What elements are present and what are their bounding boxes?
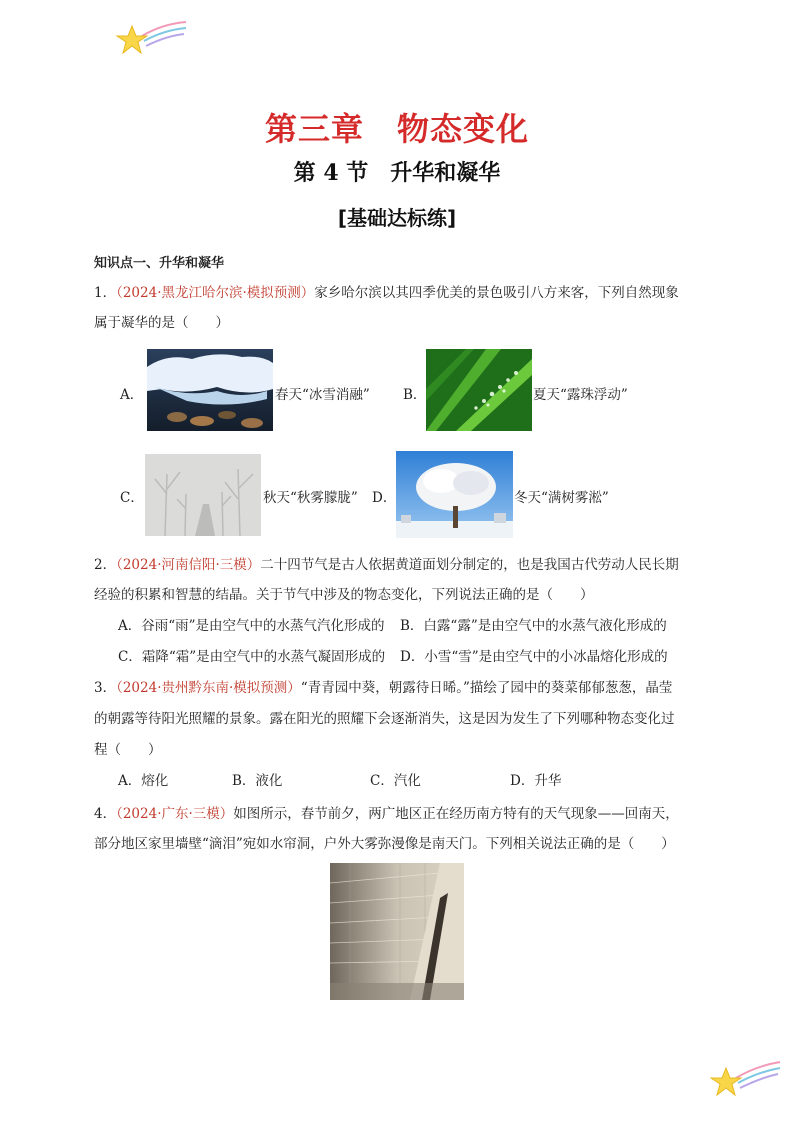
q3-option-d: D．升华: [510, 773, 562, 789]
q3-option-a: A．熔化: [118, 773, 169, 789]
q1-option-a-caption: 春天“冰雪消融”: [275, 387, 370, 403]
q3-line1: [94, 678, 672, 698]
practice-subtitle: [基础达标练]: [337, 206, 457, 230]
knowledge-point-heading: 知识点一、升华和凝华: [94, 256, 225, 271]
q1-option-b-label: B．: [403, 387, 427, 403]
chapter-title: 第三章 物态变化: [264, 110, 529, 148]
q2-number: 2．: [94, 557, 117, 573]
q4-line1: [94, 804, 679, 824]
q1-option-c-label: C．: [120, 490, 144, 506]
q4-number: 4．: [94, 806, 117, 822]
q1-number: 1．: [94, 285, 117, 301]
ice-snow-melting-image: [147, 349, 273, 431]
q4-line2: 部分地区家里墙壁“滴泪”宛如水帘洞，户外大雾弥漫像是南天门。下列相关说法正确的是（ ）: [94, 836, 675, 852]
dew-on-grass-image: [426, 349, 532, 431]
q1-option-d-caption: 冬天“满树雾淞”: [514, 490, 609, 506]
autumn-fog-image: [145, 454, 261, 536]
q3-source: （2024·贵州黔东南·模拟预测）: [116, 680, 301, 696]
q1-option-c-caption: 秋天“秋雾朦胧”: [263, 490, 358, 506]
q4-source: （2024·广东·三模）: [116, 806, 234, 822]
q1-option-a-label: A．: [120, 387, 144, 403]
q2-option-b: B．白露“露”是由空气中的水蒸气液化形成的: [400, 618, 667, 634]
q2-line2: 经验的积累和智慧的结晶。关于节气中涉及的物态变化，下列说法正确的是（ ）: [94, 587, 594, 603]
q1-option-b-caption: 夏天“露珠浮动”: [533, 387, 628, 403]
q1-line1: [94, 283, 679, 303]
wet-wall-image: [330, 863, 464, 1000]
section-title: 第 4 节 升华和凝华: [293, 160, 501, 186]
q1-line2: 属于凝华的是（ ）: [94, 315, 229, 331]
q3-text: “青青园中葵，朝露待日晞。”描绘了园中的葵菜郁郁葱葱，晶莹: [300, 680, 673, 696]
shooting-star-icon: [112, 16, 188, 58]
q4-text: 如图所示，春节前夕，两广地区正在经历南方特有的天气现象——回南天，: [233, 806, 679, 822]
q3-line2: 的朝露等待阳光照耀的景象。露在阳光的照耀下会逐渐消失，这是因为发生了下列哪种物态变化过: [94, 711, 675, 727]
q1-option-d-label: D．: [372, 490, 397, 506]
q2-option-d: D．小雪“雪”是由空气中的小冰晶熔化形成的: [400, 649, 668, 665]
q2-line1: [94, 555, 679, 575]
rime-tree-image: [396, 451, 513, 538]
q3-option-b: B．液化: [232, 773, 283, 789]
q1-text: 家乡哈尔滨以其四季优美的景色吸引八方来客，下列自然现象: [314, 285, 679, 301]
q3-option-c: C．汽化: [370, 773, 421, 789]
q2-source: （2024·河南信阳·三模）: [116, 557, 261, 573]
q3-line3: 程（ ）: [94, 742, 162, 758]
q1-source: （2024·黑龙江哈尔滨·模拟预测）: [116, 285, 315, 301]
shooting-star-icon: [708, 1058, 782, 1098]
q2-option-a: A．谷雨“雨”是由空气中的水蒸气汽化形成的: [118, 618, 385, 634]
q2-option-c: C．霜降“霜”是由空气中的水蒸气凝固形成的: [118, 649, 386, 665]
q3-number: 3．: [94, 680, 117, 696]
q2-text: 二十四节气是古人依据黄道面划分制定的，也是我国古代劳动人民长期: [260, 557, 679, 573]
